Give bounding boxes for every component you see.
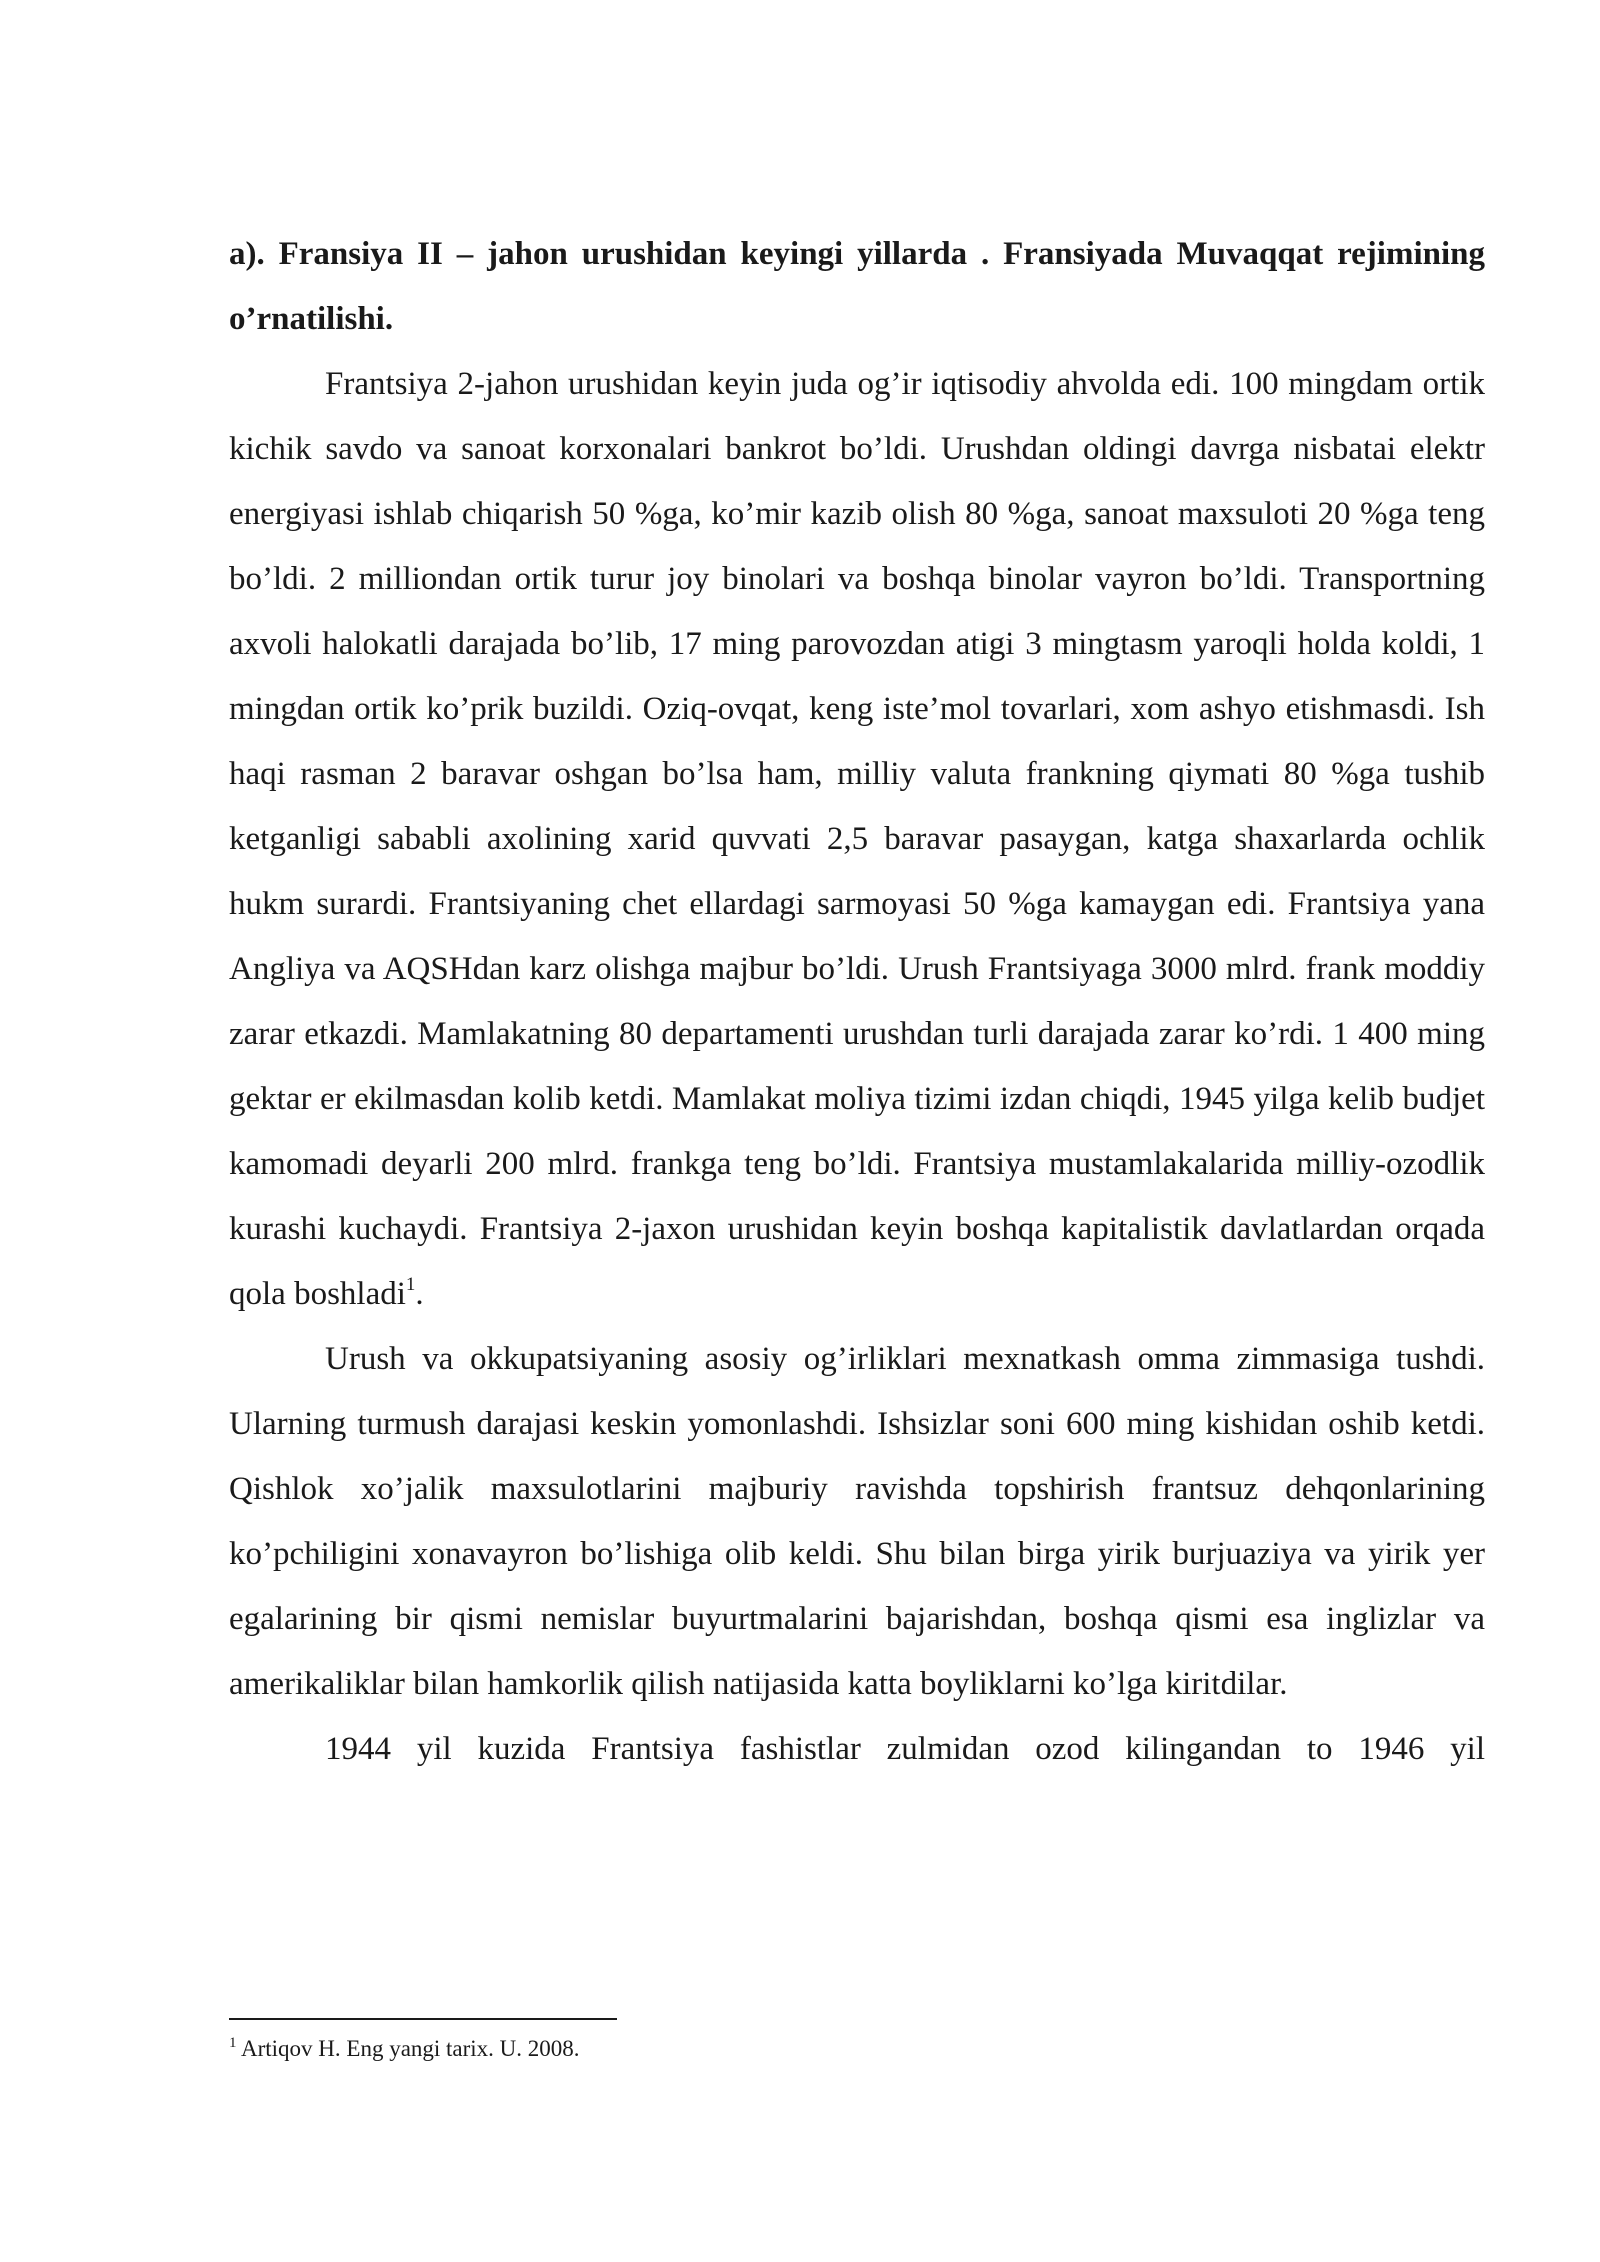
footnote-separator xyxy=(229,2018,617,2020)
section-heading: a). Fransiya II – jahon urushidan keyingi yillarda . Fransiyada Muvaqqat rejimining o’rnatilishi. xyxy=(229,236,1485,337)
paragraph-3: 1944 yil kuzida Frantsiya fashistlar zulmidan ozod kilingandan to 1946 yil xyxy=(325,1731,1485,1767)
paragraph-1-text: Frantsiya 2-jahon urushidan keyin juda og’ir iqtisodiy ahvolda edi. 100 mingdam ortik kichik savdo va sanoat korxonalari bankrot bo’ldi. Urushdan oldingi davrga nisbatai elektr energiyasi ishlab chiqarish 50 %ga, ko’mir kazib olish 80 %ga, sanoat maxsuloti 20 %ga teng bo’ldi. 2 milliondan ortik turur joy binolari va boshqa binolar vayron bo’ldi. Transportning axvoli halokatli darajada bo’lib, 17 ming parovozdan atigi 3 mingtasm yaroqli holda koldi, 1 mingdan ortik ko’prik buzildi. Oziq-ovqat, keng iste’mol tovarlari, xom ashyo etishmasdi. Ish haqi rasman 2 baravar oshgan bo’lsa ham, milliy valuta frankning qiymati 80 %ga tushib ketganligi sababli axolining xarid quvvati 2,5 baravar pasaygan, katga shaxarlarda ochlik hukm surardi. Frantsiyaning chet ellardagi sarmoyasi 50 %ga kamaygan edi. Frantsiya yana Angliya va AQSHdan karz olishga majbur bo’ldi. Urush Frantsiyaga 3000 mlrd. frank moddiy zarar etkazdi. Mamlakatning 80 departamenti urushdan turli darajada zarar ko’rdi. 1 400 ming gektar er ekilmasdan kolib ketdi. Mamlakat moliya tizimi izdan chiqdi, 1945 yilga kelib budjet kamomadi deyarli 200 mlrd. frankga teng bo’ldi. Frantsiya mustamlakalarida milliy-ozodlik kurashi kuchaydi. Frantsiya 2-jaxon urushidan keyin boshqa kapitalistik davlatlardan orqada qola boshladi xyxy=(229,366,1485,1312)
footnote-number: 1 xyxy=(229,2035,237,2051)
paragraph-1 xyxy=(229,352,1485,1327)
footnote-text: Artiqov H. Eng yangi tarix. U. 2008. xyxy=(236,2036,580,2061)
paragraph-1-tail: . xyxy=(415,1276,424,1312)
paragraph-2: Urush va okkupatsiyaning asosiy og’irliklari mexnatkash omma zimmasiga tushdi. Ularning turmush darajasi keskin yomonlashdi. Ishsizlar soni 600 ming kishidan oshib ketdi. Qishlok xo’jalik maxsulotlarini majburiy ravishda topshirish frantsuz dehqonlarining ko’pchiligini xonavayron bo’lishiga olib keldi. Shu bilan birga yirik burjuaziya va yirik yer egalarining bir qismi nemislar buyurtmalarini bajarishdan, boshqa qismi esa inglizlar va amerikaliklar bilan hamkorlik qilish natijasida katta boyliklarni ko’lga kiritdilar. xyxy=(229,1341,1485,1702)
document-body xyxy=(229,222,1485,1782)
footnote-reference[interactable]: 1 xyxy=(405,1274,416,1295)
footnote xyxy=(229,2034,580,2064)
